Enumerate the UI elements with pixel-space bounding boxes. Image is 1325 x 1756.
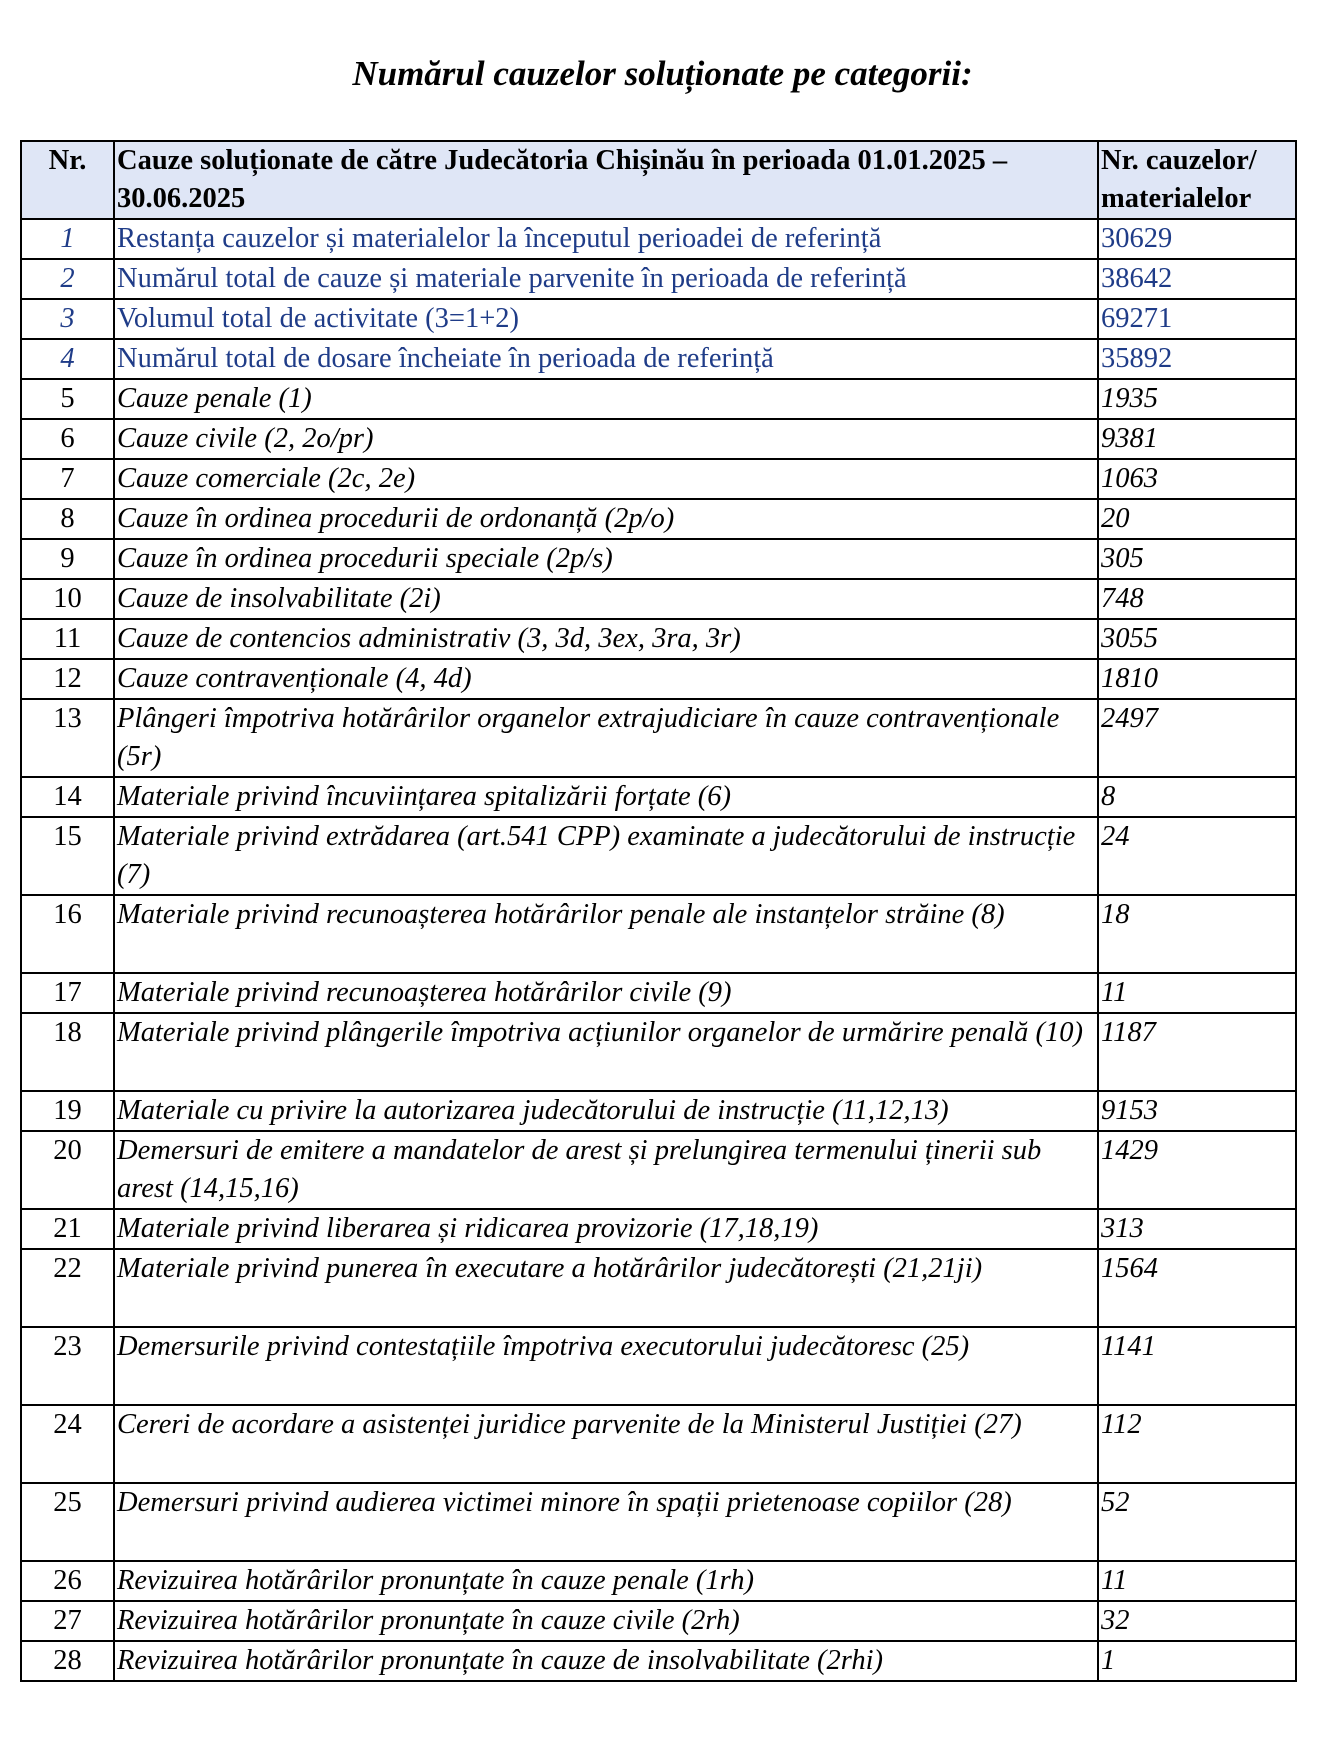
row-description: Plângeri împotriva hotărârilor organelor extrajudiciare în cauze contravenționale (5r) <box>114 699 1098 777</box>
row-description: Cauze contravenționale (4, 4d) <box>114 659 1098 699</box>
row-count: 18 <box>1098 895 1296 973</box>
row-count: 30629 <box>1098 219 1296 259</box>
row-number: 3 <box>21 299 114 339</box>
row-description: Cereri de acordare a asistenței juridice parvenite de la Ministerul Justiției (27) <box>114 1405 1098 1483</box>
row-number: 5 <box>21 379 114 419</box>
row-number: 10 <box>21 579 114 619</box>
row-number: 17 <box>21 973 114 1013</box>
row-number: 24 <box>21 1405 114 1483</box>
row-count: 313 <box>1098 1209 1296 1249</box>
table-row <box>21 1483 1296 1561</box>
page-title: Numărul cauzelor soluționate pe categorii: <box>352 54 973 93</box>
row-description: Demersuri de emitere a mandatelor de arest și prelungirea termenului ținerii sub arest (14,15,16) <box>114 1131 1098 1209</box>
column-header-count: Nr. cauzelor/ materialelor <box>1098 141 1296 219</box>
row-count: 38642 <box>1098 259 1296 299</box>
row-number: 20 <box>21 1131 114 1209</box>
table-row <box>21 1601 1296 1641</box>
row-count: 11 <box>1098 973 1296 1013</box>
row-number: 8 <box>21 499 114 539</box>
table-row <box>21 817 1296 895</box>
row-count: 1935 <box>1098 379 1296 419</box>
row-description: Materiale privind recunoașterea hotărârilor civile (9) <box>114 973 1098 1013</box>
row-description: Cauze de contencios administrativ (3, 3d, 3ex, 3ra, 3r) <box>114 619 1098 659</box>
row-description: Materiale privind recunoașterea hotărârilor penale ale instanțelor străine (8) <box>114 895 1098 973</box>
row-count: 1429 <box>1098 1131 1296 1209</box>
row-description: Demersuri privind audierea victimei minore în spații prietenoase copiilor (28) <box>114 1483 1098 1561</box>
table-row <box>21 299 1296 339</box>
row-count: 8 <box>1098 777 1296 817</box>
row-number: 23 <box>21 1327 114 1405</box>
table-row <box>21 1131 1296 1209</box>
row-number: 4 <box>21 339 114 379</box>
row-description: Revizuirea hotărârilor pronunțate în cauze penale (1rh) <box>114 1561 1098 1601</box>
table-header-row <box>21 141 1296 219</box>
table-row <box>21 699 1296 777</box>
row-count: 35892 <box>1098 339 1296 379</box>
row-count: 1141 <box>1098 1327 1296 1405</box>
table-row <box>21 1561 1296 1601</box>
row-description: Revizuirea hotărârilor pronunțate în cauze de insolvabilitate (2rhi) <box>114 1641 1098 1681</box>
row-count: 1564 <box>1098 1249 1296 1327</box>
row-description: Volumul total de activitate (3=1+2) <box>114 299 1098 339</box>
table-row <box>21 579 1296 619</box>
row-description: Materiale privind liberarea și ridicarea provizorie (17,18,19) <box>114 1209 1098 1249</box>
row-description: Materiale privind plângerile împotriva acțiunilor organelor de urmărire penală (10) <box>114 1013 1098 1091</box>
row-number: 27 <box>21 1601 114 1641</box>
table-row <box>21 1091 1296 1131</box>
table-row <box>21 219 1296 259</box>
row-description: Materiale privind extrădarea (art.541 CPP) examinate a judecătorului de instrucție (7) <box>114 817 1098 895</box>
table-row <box>21 1013 1296 1091</box>
row-description: Materiale privind punerea în executare a hotărârilor judecătorești (21,21ji) <box>114 1249 1098 1327</box>
table-row <box>21 259 1296 299</box>
table-row <box>21 1209 1296 1249</box>
row-count: 1187 <box>1098 1013 1296 1091</box>
row-count: 9381 <box>1098 419 1296 459</box>
row-number: 1 <box>21 219 114 259</box>
row-count: 2497 <box>1098 699 1296 777</box>
row-count: 748 <box>1098 579 1296 619</box>
row-description: Cauze penale (1) <box>114 379 1098 419</box>
row-number: 15 <box>21 817 114 895</box>
table-row <box>21 777 1296 817</box>
row-number: 21 <box>21 1209 114 1249</box>
row-count: 1 <box>1098 1641 1296 1681</box>
row-count: 11 <box>1098 1561 1296 1601</box>
row-description: Cauze comerciale (2c, 2e) <box>114 459 1098 499</box>
row-description: Revizuirea hotărârilor pronunțate în cauze civile (2rh) <box>114 1601 1098 1641</box>
row-description: Demersurile privind contestațiile împotriva executorului judecătoresc (25) <box>114 1327 1098 1405</box>
table-row <box>21 895 1296 973</box>
row-number: 19 <box>21 1091 114 1131</box>
row-count: 20 <box>1098 499 1296 539</box>
row-count: 24 <box>1098 817 1296 895</box>
row-count: 52 <box>1098 1483 1296 1561</box>
table-row <box>21 1405 1296 1483</box>
row-number: 2 <box>21 259 114 299</box>
row-description: Restanța cauzelor și materialelor la începutul perioadei de referință <box>114 219 1098 259</box>
table-row <box>21 1641 1296 1681</box>
row-number: 14 <box>21 777 114 817</box>
row-number: 9 <box>21 539 114 579</box>
row-number: 16 <box>21 895 114 973</box>
column-header-description: Cauze soluționate de către Judecătoria Chișinău în perioada 01.01.2025 – 30.06.2025 <box>114 141 1098 219</box>
row-description: Cauze de insolvabilitate (2i) <box>114 579 1098 619</box>
row-number: 26 <box>21 1561 114 1601</box>
row-number: 7 <box>21 459 114 499</box>
row-number: 25 <box>21 1483 114 1561</box>
row-description: Cauze în ordinea procedurii de ordonanță (2p/o) <box>114 499 1098 539</box>
row-number: 11 <box>21 619 114 659</box>
row-count: 69271 <box>1098 299 1296 339</box>
row-description: Materiale cu privire la autorizarea judecătorului de instrucție (11,12,13) <box>114 1091 1098 1131</box>
row-count: 1810 <box>1098 659 1296 699</box>
table-row <box>21 379 1296 419</box>
table-row <box>21 973 1296 1013</box>
table-row <box>21 459 1296 499</box>
table-row <box>21 419 1296 459</box>
table-row <box>21 539 1296 579</box>
row-number: 22 <box>21 1249 114 1327</box>
table-row <box>21 499 1296 539</box>
row-number: 6 <box>21 419 114 459</box>
column-header-nr: Nr. <box>21 141 114 219</box>
table-row <box>21 1249 1296 1327</box>
table-row <box>21 619 1296 659</box>
table-body <box>21 219 1296 1681</box>
row-count: 32 <box>1098 1601 1296 1641</box>
cases-table <box>20 140 1297 1682</box>
row-description: Cauze în ordinea procedurii speciale (2p/s) <box>114 539 1098 579</box>
row-count: 9153 <box>1098 1091 1296 1131</box>
row-description: Materiale privind încuviințarea spitalizării forțate (6) <box>114 777 1098 817</box>
row-count: 112 <box>1098 1405 1296 1483</box>
row-number: 13 <box>21 699 114 777</box>
row-description: Numărul total de cauze și materiale parvenite în perioada de referință <box>114 259 1098 299</box>
row-count: 3055 <box>1098 619 1296 659</box>
row-description: Numărul total de dosare încheiate în perioada de referință <box>114 339 1098 379</box>
row-count: 1063 <box>1098 459 1296 499</box>
table-row <box>21 659 1296 699</box>
table-row <box>21 339 1296 379</box>
row-description: Cauze civile (2, 2o/pr) <box>114 419 1098 459</box>
row-count: 305 <box>1098 539 1296 579</box>
table-row <box>21 1327 1296 1405</box>
row-number: 18 <box>21 1013 114 1091</box>
row-number: 12 <box>21 659 114 699</box>
row-number: 28 <box>21 1641 114 1681</box>
